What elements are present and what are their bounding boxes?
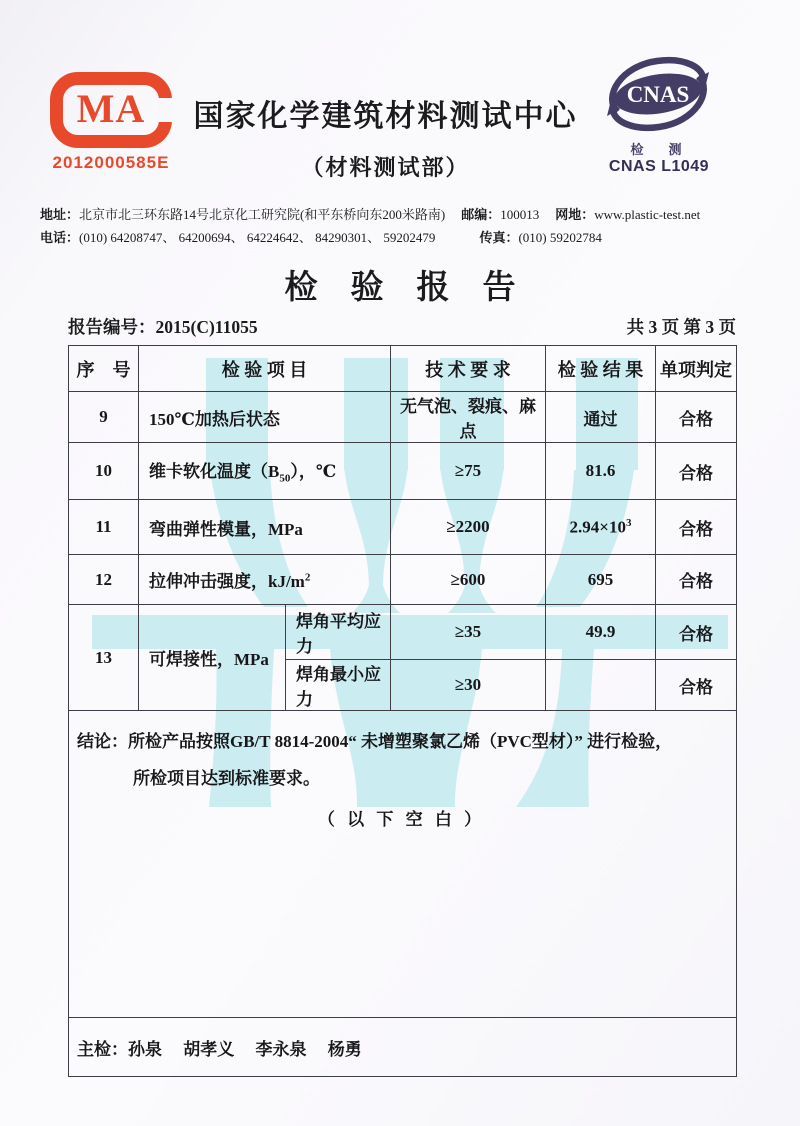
col-header-judgment: 单项判定	[656, 346, 737, 392]
inspector-names: 孙泉 胡孝义 李永泉 杨勇	[128, 1039, 362, 1059]
cnas-letters: CNAS	[626, 82, 690, 107]
report-number-value: 2015(C)11055	[155, 317, 258, 337]
cnas-emblem-icon	[599, 52, 719, 138]
org-department: （材料测试部）	[301, 155, 470, 180]
row12-judgment: 合格	[656, 555, 737, 605]
row9-item: 150℃加热后状态	[139, 392, 391, 443]
col-header-no: 序 号	[69, 346, 139, 392]
table-row-12	[69, 555, 737, 605]
conclusion-row	[69, 711, 737, 1018]
row9-no: 9	[69, 392, 139, 443]
conclusion-label: 结论：	[77, 732, 128, 751]
cma-logo-gap	[158, 98, 173, 122]
web-label: 网地：	[555, 207, 595, 222]
row10-item	[139, 443, 391, 500]
row13-sub2-judgment: 合格	[656, 660, 737, 711]
cma-logo	[50, 72, 172, 148]
row13-sub1-name: 焊角平均应力	[286, 605, 391, 660]
inspector-cell	[69, 1018, 737, 1077]
row12-item-sup: 2	[304, 571, 311, 584]
zip-value: 100013	[500, 207, 540, 222]
table-row-11	[69, 500, 737, 555]
row13-sub2-name: 焊角最小应力	[286, 660, 391, 711]
row11-result-pre: 2.94×10	[569, 517, 626, 537]
row11-item: 弯曲弹性模量，MPa	[139, 500, 391, 555]
col-header-requirement: 技 术 要 求	[391, 346, 546, 392]
conclusion-line-1	[77, 727, 726, 752]
fax-label: 传真：	[479, 230, 519, 245]
report-meta-row	[68, 314, 736, 339]
results-table	[68, 345, 737, 1077]
row10-result: 81.6	[546, 443, 656, 500]
phone-value: (010) 64208747、 64200694、 64224642、 84290301、 59202479	[79, 230, 436, 245]
report-number	[68, 314, 258, 339]
row11-no: 11	[69, 500, 139, 555]
row10-no: 10	[69, 443, 139, 500]
row11-result	[546, 500, 656, 555]
cma-letters: MA	[76, 86, 146, 131]
cnas-subtitle: 检 测	[630, 142, 688, 157]
row12-requirement: ≥600	[391, 555, 546, 605]
inspector-row	[69, 1018, 737, 1077]
row10-item-sub: 50	[279, 472, 291, 485]
row12-no: 12	[69, 555, 139, 605]
table-header-row	[69, 346, 737, 392]
cnas-accreditation-code: CNAS L1049	[608, 158, 710, 175]
row12-item	[139, 555, 391, 605]
row11-judgment: 合格	[656, 500, 737, 555]
row9-judgment: 合格	[656, 392, 737, 443]
row13-sub1-result: 49.9	[546, 605, 656, 660]
contact-line-2	[40, 226, 780, 249]
row13-sub1-requirement: ≥35	[391, 605, 546, 660]
report-number-label: 报告编号：	[68, 317, 156, 337]
phone-label: 电话：	[40, 230, 80, 245]
row12-result: 695	[546, 555, 656, 605]
contact-block	[40, 203, 780, 249]
table-row-10	[69, 443, 737, 500]
row12-item-pre: 拉伸冲击强度，kJ/m	[149, 572, 305, 591]
row9-requirement: 无气泡、裂痕、麻点	[391, 392, 546, 443]
inspector-label: 主检：	[77, 1039, 128, 1059]
row13-sub2-requirement: ≥30	[391, 660, 546, 711]
cnas-logo	[596, 52, 722, 176]
row13-sub2-result	[546, 660, 656, 711]
address-label: 地址：	[40, 207, 80, 222]
web-value: www.plastic-test.net	[594, 207, 701, 222]
conclusion-text-1: 所检产品按照GB/T 8814-2004“ 未增塑聚氯乙烯（PVC型材）” 进行检验，	[128, 732, 673, 751]
conclusion-cell	[69, 711, 737, 1018]
conclusion-text-2: 所检项目达到标准要求。	[133, 769, 320, 788]
row10-item-post: ），℃	[290, 462, 337, 482]
row13-item: 可焊接性，MPa	[139, 605, 286, 711]
org-name: 国家化学建筑材料测试中心	[193, 100, 578, 133]
table-row-13a	[69, 605, 737, 660]
row11-requirement: ≥2200	[391, 500, 546, 555]
col-header-item: 检 验 项 目	[139, 346, 391, 392]
fax-value: (010) 59202784	[518, 230, 602, 245]
row10-requirement: ≥75	[391, 443, 546, 500]
row13-sub1-judgment: 合格	[656, 605, 737, 660]
row11-result-sup: 3	[625, 516, 632, 529]
row9-result: 通过	[546, 392, 656, 443]
page-info: 共 3 页 第 3 页	[626, 317, 736, 337]
table-row-9	[69, 392, 737, 443]
col-header-result: 检 验 结 果	[546, 346, 656, 392]
row10-judgment: 合格	[656, 443, 737, 500]
row10-item-pre: 维卡软化温度（B	[149, 462, 280, 482]
row13-no: 13	[69, 605, 139, 711]
report-title: 检 验 报 告	[284, 270, 516, 306]
blank-below-note: （ 以 下 空 白 ）	[317, 810, 486, 829]
cma-certificate-number: 2012000585E	[52, 153, 170, 172]
zip-label: 邮编：	[461, 207, 501, 222]
address-value: 北京市北三环东路14号北京化工研究院(和平东桥向东200米路南)	[79, 207, 446, 222]
contact-line-1	[40, 203, 780, 226]
